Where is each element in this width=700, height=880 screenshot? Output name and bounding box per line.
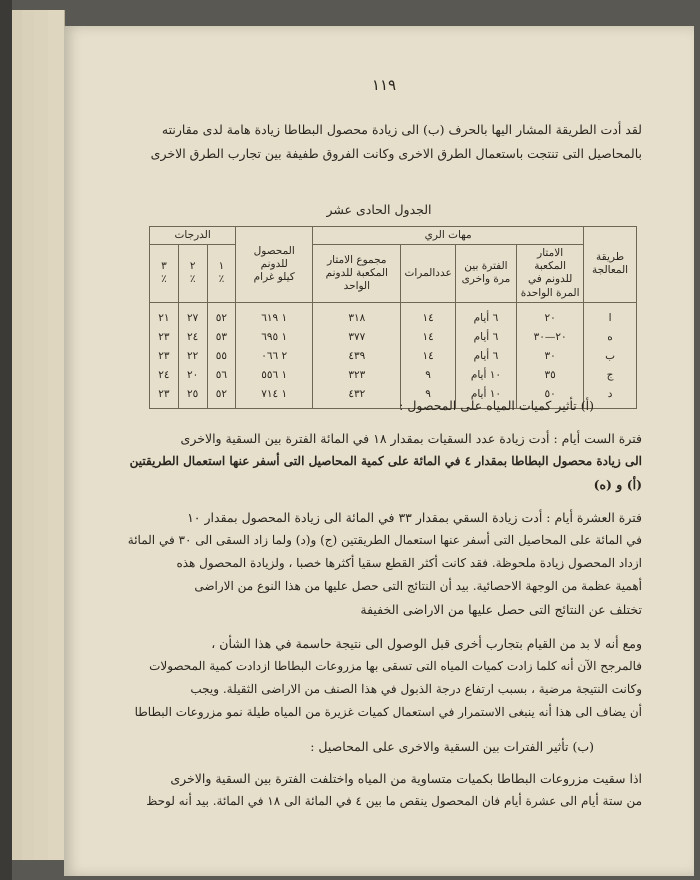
cell-total: ٣٧٧ (313, 328, 401, 347)
cell-grade-2: ٢٤ (178, 328, 207, 347)
cell-count: ١٤ (401, 302, 455, 328)
table-row (150, 302, 637, 328)
cell-grade-1: ٥٣ (207, 328, 236, 347)
grade-3-label: ٣ (161, 260, 167, 273)
page-edge (48, 10, 65, 860)
cell-total: ٤٣٢ (313, 385, 401, 409)
page-number: ١١٩ (371, 76, 397, 94)
cell-yield: ١ ٦٩٥ (236, 328, 313, 347)
cell-count: ١٤ (401, 328, 455, 347)
cell-grade-1: ٥٦ (207, 366, 236, 385)
para-six-days-line: (أ) و (ه) (593, 477, 642, 492)
cell-period: ٦ أيام (455, 302, 516, 328)
header-grade-3 (150, 245, 179, 303)
cell-yield: ١ ٧١٤ (236, 385, 313, 409)
section-b-title: (ب) تأثير الفترات بين السقية والاخرى على المحاصيل : (310, 739, 594, 754)
cell-grade-3: ٢٤ (150, 366, 179, 385)
cell-method: د (584, 385, 637, 409)
cell-grade-1: ٥٢ (207, 302, 236, 328)
cell-grade-3: ٢٣ (150, 385, 179, 409)
cell-grade-2: ٢٥ (178, 385, 207, 409)
header-meters: الامتار المكعبة للدونم في المرة الواحدة (517, 245, 584, 303)
header-irrigation-group: مهات الري (313, 227, 584, 245)
cell-method: ج (584, 366, 637, 385)
percent-sign: ٪ (189, 273, 196, 286)
percent-sign: ٪ (161, 273, 167, 286)
cell-meters: ٢٠—٣٠ (517, 328, 584, 347)
grade-2-label: ٢ (189, 260, 196, 273)
para-six-days-line: فترة الست أيام : أدت زيادة عدد السقيات بمقدار ١٨ في المائة الفترة بين السقية والاخرى (180, 431, 642, 446)
intro-line: بالمحاصيل التى تنتجت باستعمال الطرق الاخرى وكانت الفروق طفيفة بين تجارب الطرق الاخرى (150, 146, 642, 161)
table-row (150, 366, 637, 385)
header-yield (236, 227, 313, 303)
cell-yield: ٢ ٠٦٦ (236, 347, 313, 366)
header-grade-2 (178, 245, 207, 303)
table-caption: الجدول الحادى عشر (326, 202, 432, 217)
cell-grade-3: ٢٣ (150, 328, 179, 347)
para-ten-days-line: ازداد المحصول زيادة ملحوظة. فقد كانت أكثر القطع سقيا أكثرها خصبا ، ولزيادة المحصول هذه (176, 556, 642, 570)
cell-yield: ١ ٥٥٦ (236, 366, 313, 385)
cell-count: ١٤ (401, 347, 455, 366)
para-b-line: اذا سقيت مزروعات البطاطا بكميات متساوية من المياه واختلفت الفترة بين السقية والاخرى (170, 771, 642, 786)
grade-1-label: ١ (218, 260, 225, 273)
cell-grade-1: ٥٢ (207, 385, 236, 409)
cell-total: ٤٣٩ (313, 347, 401, 366)
cell-count: ٩ (401, 385, 455, 409)
cell-grade-2: ٢٢ (178, 347, 207, 366)
header-method: طريقة المعالجة (584, 227, 637, 303)
cell-meters: ٣٥ (517, 366, 584, 385)
cell-period: ٦ أيام (455, 328, 516, 347)
cell-period: ١٠ أيام (455, 366, 516, 385)
cell-yield: ١ ٦١٩ (236, 302, 313, 328)
header-grade-1 (207, 245, 236, 303)
intro-line: لقد أدت الطريقة المشار اليها بالحرف (ب) الى زيادة محصول البطاطا زيادة هامة لدى مقارنته (161, 122, 642, 137)
cell-total: ٣١٨ (313, 302, 401, 328)
cell-period: ٦ أيام (455, 347, 516, 366)
cell-period: ١٠ أيام (455, 385, 516, 409)
para-ten-days-line: فترة العشرة أيام : أدت زيادة السقي بمقدار ٣٣ في المائة الى زيادة المحصول بمقدار ١٠ (187, 510, 642, 525)
header-count: عددالمرات (401, 245, 455, 303)
para-six-days-line: الى زيادة محصول البطاطا بمقدار ٤ في المائة على كمية المحاصيل التى أسفر عنها استعمال الطريقتين (129, 454, 642, 468)
cell-meters: ٣٠ (517, 347, 584, 366)
header-yield-label: المحصول للدونم (253, 244, 295, 270)
header-total: مجموع الامتار المكعبة للدونم الواحد (313, 245, 401, 303)
book-page (64, 26, 694, 876)
cell-grade-3: ٢١ (150, 302, 179, 328)
cell-method: ا (584, 302, 637, 328)
cell-grade-2: ٢٧ (178, 302, 207, 328)
para-b-line: من ستة أيام الى عشرة أيام فان المحصول ينقص ما بين ٤ في المائة الى ١٨ في المائة. بيد أنه لوحظ (146, 794, 642, 808)
data-table (149, 226, 637, 409)
para-more-line: أن يضاف الى هذا أنه ينبغى الاستمرار في استعمال كميات غزيرة من المياه طيلة نمو مزروعات البطاطا (134, 705, 642, 719)
cell-meters: ٥٠ (517, 385, 584, 409)
cell-meters: ٢٠ (517, 302, 584, 328)
para-more-line: فالمرجح الآن أنه كلما زادت كميات المياه التى تسقى بها مزروعات البطاطا ازدادت كمية المحصولات (149, 659, 642, 673)
section-a-title: (أ) تأثير كميات المياه على المحصول : (399, 398, 594, 413)
para-more-line: وكانت النتيجة مرضية ، بسبب ارتفاع درجة الذبول في هذا الصنف من الاراضى الثقيلة. ويجب (190, 682, 642, 696)
header-yield-unit: كيلو غرام (253, 270, 295, 283)
cell-grade-3: ٢٣ (150, 347, 179, 366)
para-ten-days-line: تختلف عن النتائج التى حصل عليها من الاراضى الخفيفة (360, 602, 642, 617)
table-row (150, 328, 637, 347)
cell-grade-1: ٥٥ (207, 347, 236, 366)
page-edge (34, 10, 49, 860)
header-grades-group: الدرجات (150, 227, 236, 245)
table-row (150, 347, 637, 366)
para-ten-days-line: أهمية عظمة من الوجهة الاحصائية. بيد أن النتائج التى حصل عليها من هذا النوع من الاراضى (194, 579, 642, 593)
percent-sign: ٪ (218, 273, 225, 286)
para-ten-days-line: في المائة على المحاصيل التى أسفر عنها استعمال الطريقتين (ج) و(د) ولما زاد السقى الى ٣٠ في المائة (127, 533, 642, 547)
cell-count: ٩ (401, 366, 455, 385)
cell-total: ٣٢٣ (313, 366, 401, 385)
header-period: الفترة بين مرة واخرى (455, 245, 516, 303)
cell-method: ب (584, 347, 637, 366)
book-spine-shadow (0, 0, 12, 880)
cell-grade-2: ٢٠ (178, 366, 207, 385)
para-more-line: ومع أنه لا بد من القيام بتجارب أخرى قبل الوصول الى نتيجة حاسمة في هذا الشأن ، (211, 636, 642, 651)
cell-method: ه (584, 328, 637, 347)
